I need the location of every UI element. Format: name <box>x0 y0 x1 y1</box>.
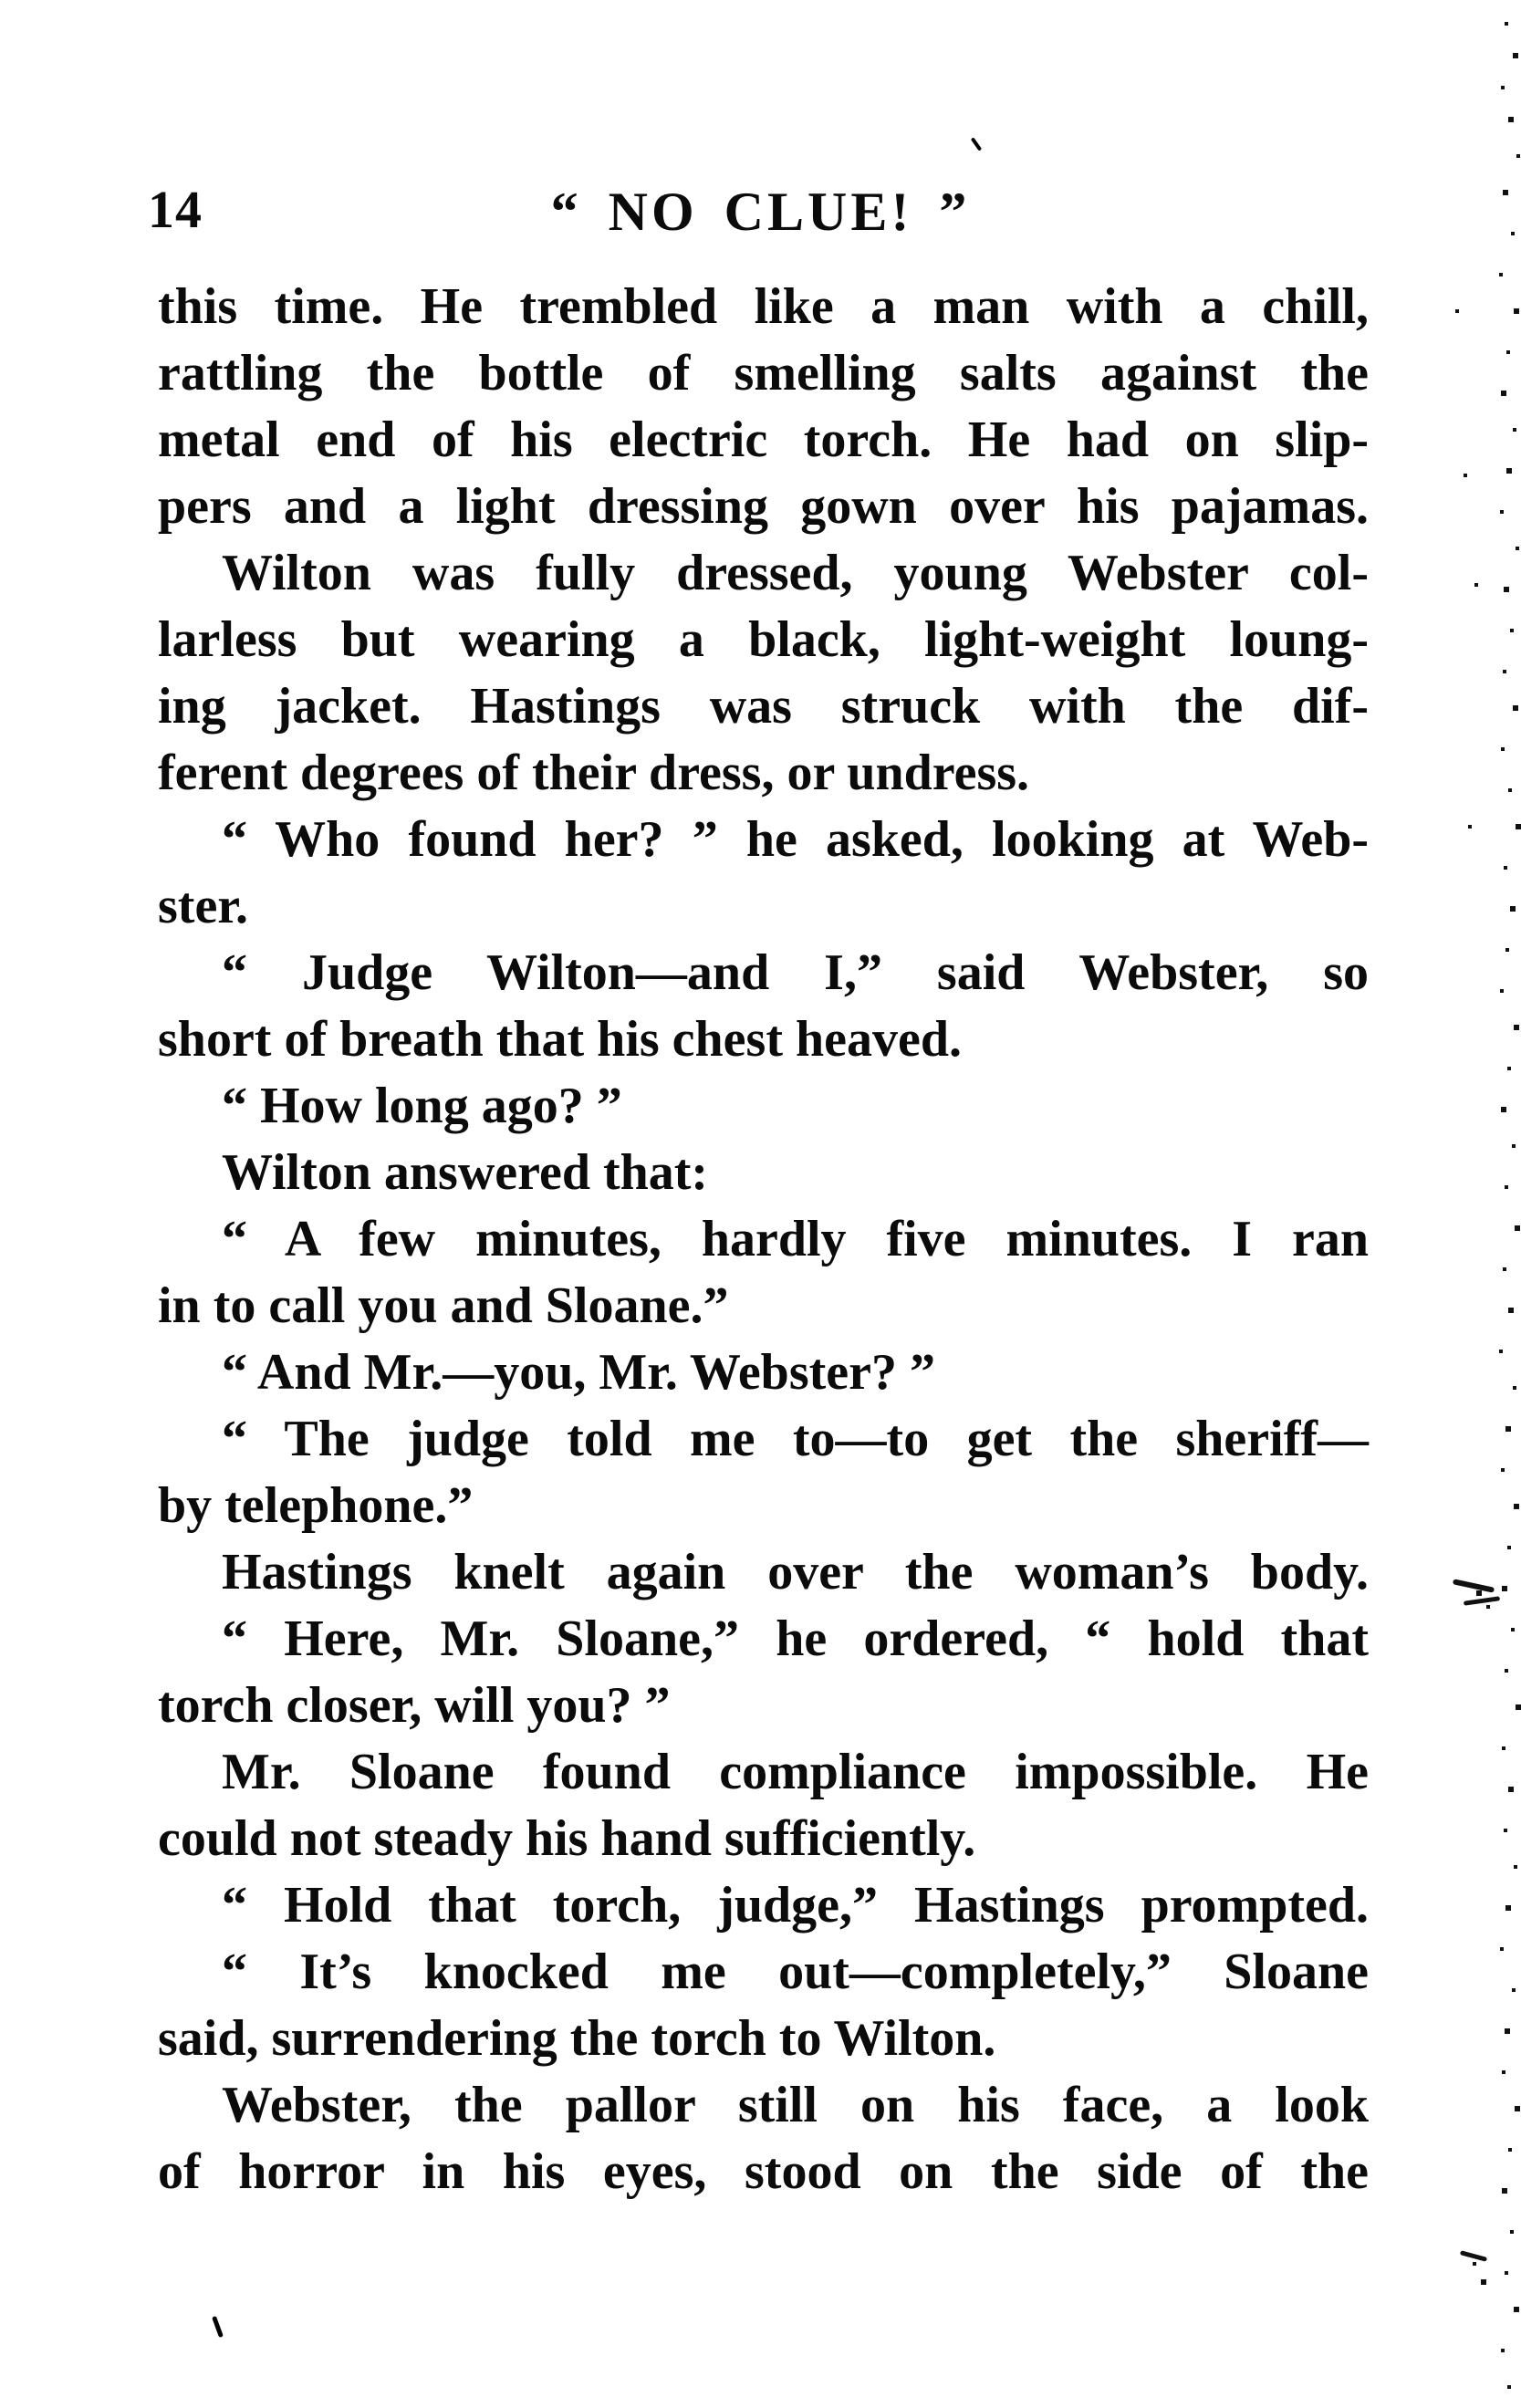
text-line: “ How long ago? ” <box>222 1078 622 1134</box>
scan-speckle-band <box>0 0 2 2</box>
text-line: “ Here, Mr. Sloane,” he ordered, “ hold that <box>222 1611 1369 1667</box>
text-line: by telephone.” <box>158 1477 474 1534</box>
text-line: “ Judge Wilton—and I,” said Webster, so <box>222 944 1369 1001</box>
text-line: “ The judge told me to—to get the sheriff— <box>222 1411 1369 1467</box>
text-line: Hastings knelt again over the woman’s body. <box>222 1544 1369 1600</box>
text-line: Wilton answered that: <box>222 1144 709 1201</box>
text-line: said, surrendering the torch to Wilton. <box>158 2010 996 2067</box>
text-line: ing jacket. Hastings was struck with the dif- <box>158 678 1369 735</box>
text-line: “ It’s knocked me out—completely,” Sloane <box>222 1944 1369 2000</box>
scan-stray-mark <box>212 2316 224 2338</box>
scan-smudge <box>1453 1579 1495 1592</box>
text-line: could not steady his hand sufficiently. <box>158 1810 976 1867</box>
scan-smudge <box>1464 1596 1500 1606</box>
text-line: “ Hold that torch, judge,” Hastings prompted. <box>222 1877 1369 1934</box>
text-line: this time. He trembled like a man with a chill, <box>158 278 1369 335</box>
text-line: Wilton was fully dressed, young Webster col- <box>222 545 1369 601</box>
text-line: Mr. Sloane found compliance impossible. He <box>222 1744 1369 1800</box>
running-title: “ NO CLUE! ” <box>550 182 971 242</box>
text-line: ster. <box>158 878 249 934</box>
text-line: ferent degrees of their dress, or undress. <box>158 745 1030 801</box>
text-line: torch closer, will you? ” <box>158 1677 671 1734</box>
text-line: “ Who found her? ” he asked, looking at Web- <box>222 811 1369 868</box>
scan-smudge <box>1460 2250 1487 2262</box>
text-line: larless but wearing a black, light-weight loung- <box>158 611 1369 668</box>
text-line: short of breath that his chest heaved. <box>158 1011 962 1068</box>
text-line: of horror in his eyes, stood on the side of the <box>158 2143 1369 2200</box>
page-number: 14 <box>148 180 203 239</box>
text-line: “ And Mr.—you, Mr. Webster? ” <box>222 1344 935 1401</box>
scan-stray-mark <box>971 137 982 151</box>
text-line: metal end of his electric torch. He had on slip- <box>158 412 1369 468</box>
text-column <box>158 274 1369 2205</box>
text-line: rattling the bottle of smelling salts against the <box>158 345 1369 401</box>
text-line: Webster, the pallor still on his face, a look <box>222 2077 1369 2133</box>
text-line: “ A few minutes, hardly five minutes. I ran <box>222 1211 1369 1267</box>
text-line: in to call you and Sloane.” <box>158 1277 729 1334</box>
text-line: pers and a light dressing gown over his pajamas. <box>158 478 1369 535</box>
